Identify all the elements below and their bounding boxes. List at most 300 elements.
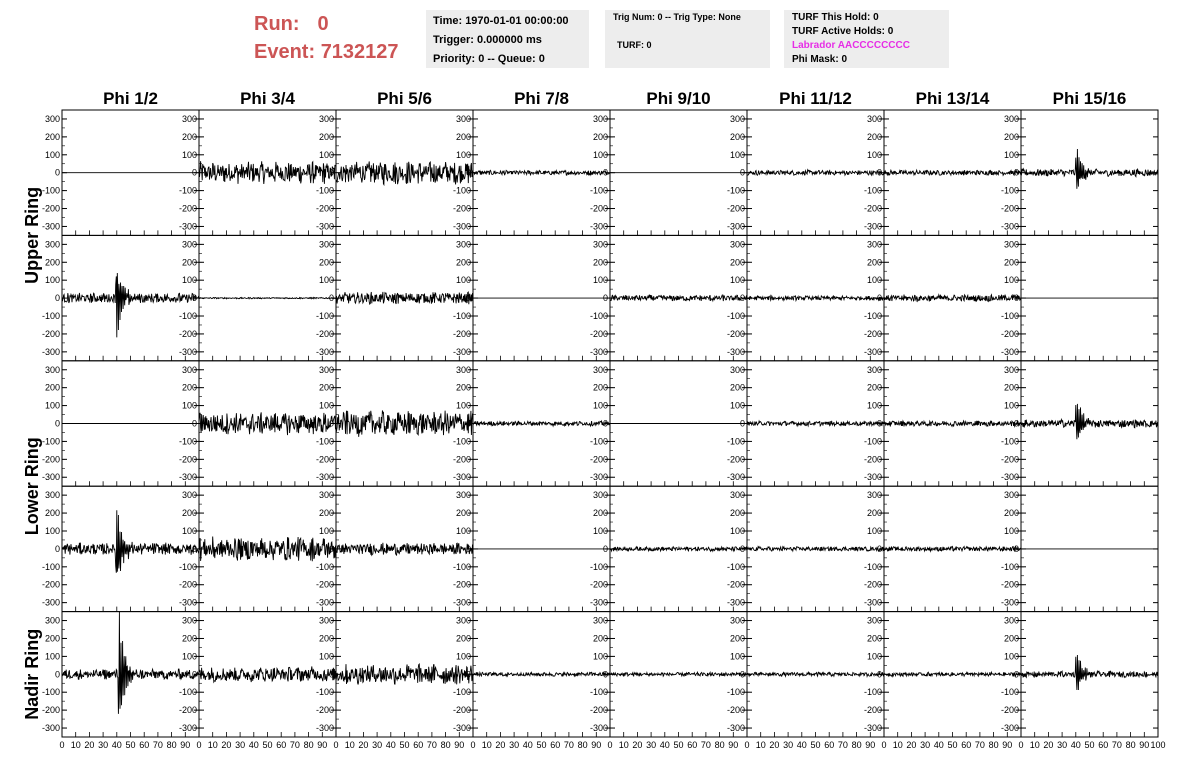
y-tick-label: 100 — [592, 149, 608, 160]
y-tick-label: 0 — [54, 418, 60, 429]
waveform-panel — [590, 235, 747, 360]
x-tick-label: 80 — [166, 740, 177, 750]
waveform-panel — [179, 110, 336, 235]
y-tick-label: 100 — [44, 525, 60, 536]
y-tick-label: 200 — [729, 382, 745, 393]
waveform-panel — [42, 361, 199, 486]
y-tick-label: -200 — [863, 705, 882, 716]
y-tick-label: 200 — [455, 131, 471, 142]
y-tick-label: -300 — [41, 723, 60, 734]
turf-active-holds-text: TURF Active Holds: 0 — [792, 26, 894, 37]
y-tick-label: 300 — [318, 239, 334, 250]
x-tick-label: 70 — [289, 740, 300, 750]
y-tick-label: 300 — [1003, 364, 1019, 375]
y-tick-label: 0 — [602, 293, 608, 304]
y-tick-label: -300 — [863, 723, 882, 734]
x-tick-label: 30 — [1057, 740, 1068, 750]
y-tick-label: 300 — [455, 615, 471, 626]
x-tick-label: 70 — [974, 740, 985, 750]
y-tick-label: -300 — [41, 472, 60, 483]
y-tick-label: -300 — [178, 723, 197, 734]
y-tick-label: 200 — [318, 382, 334, 393]
y-tick-label: -300 — [589, 346, 608, 357]
x-tick-label: 80 — [988, 740, 999, 750]
y-tick-label: -200 — [863, 328, 882, 339]
y-tick-label: -200 — [589, 705, 608, 716]
y-tick-label: 300 — [455, 239, 471, 250]
y-tick-label: 300 — [592, 490, 608, 501]
y-tick-label: -300 — [452, 723, 471, 734]
y-tick-label: 200 — [455, 257, 471, 268]
y-tick-label: 300 — [318, 113, 334, 124]
y-tick-label: 200 — [1003, 508, 1019, 519]
turf-text: TURF: 0 — [617, 40, 652, 50]
waveform-panel — [179, 612, 336, 737]
y-tick-label: 100 — [44, 275, 60, 286]
y-tick-label: 300 — [181, 364, 197, 375]
x-tick-label: 50 — [810, 740, 821, 750]
waveform-trace — [199, 412, 336, 435]
y-tick-label: 100 — [455, 149, 471, 160]
y-tick-label: -100 — [589, 185, 608, 196]
x-tick-label: 10 — [755, 740, 766, 750]
x-tick-label: 30 — [920, 740, 931, 750]
column-header: Phi 13/14 — [915, 89, 990, 108]
y-tick-label: 300 — [592, 239, 608, 250]
y-tick-label: 100 — [1003, 525, 1019, 536]
y-tick-label: 100 — [181, 275, 197, 286]
y-tick-label: -200 — [452, 203, 471, 214]
y-tick-label: 300 — [181, 615, 197, 626]
y-tick-label: 100 — [318, 400, 334, 411]
x-tick-label: 30 — [235, 740, 246, 750]
ring-label: Upper Ring — [22, 186, 42, 284]
x-tick-label: 10 — [344, 740, 355, 750]
column-header: Phi 1/2 — [103, 89, 158, 108]
y-tick-label: 200 — [318, 131, 334, 142]
waveform-panel — [453, 486, 610, 611]
waveform-trace — [884, 418, 1021, 429]
y-tick-label: -300 — [315, 597, 334, 608]
y-tick-label: 200 — [318, 257, 334, 268]
y-tick-label: -200 — [589, 454, 608, 465]
waveform-panel — [727, 486, 884, 611]
x-tick-label: 20 — [358, 740, 369, 750]
y-tick-label: 200 — [866, 257, 882, 268]
x-tick-label: 20 — [632, 740, 643, 750]
y-tick-label: 100 — [455, 275, 471, 286]
y-tick-label: -100 — [452, 185, 471, 196]
y-tick-label: -300 — [863, 221, 882, 232]
waveform-panel — [590, 361, 747, 486]
y-tick-label: -100 — [589, 311, 608, 322]
y-tick-label: 300 — [181, 113, 197, 124]
x-tick-label: 60 — [413, 740, 424, 750]
y-tick-label: -100 — [863, 687, 882, 698]
y-tick-label: 300 — [44, 615, 60, 626]
y-tick-label: 300 — [318, 615, 334, 626]
y-tick-label: -300 — [1000, 597, 1019, 608]
turf-this-hold-text: TURF This Hold: 0 — [792, 12, 879, 23]
y-tick-label: 100 — [592, 651, 608, 662]
column-header: Phi 9/10 — [646, 89, 711, 108]
y-tick-label: 200 — [866, 633, 882, 644]
waveform-trace — [336, 161, 473, 184]
y-tick-label: 100 — [455, 651, 471, 662]
y-tick-label: 0 — [191, 543, 197, 554]
y-tick-label: -100 — [452, 311, 471, 322]
y-tick-label: 100 — [181, 400, 197, 411]
waveform-trace — [199, 298, 336, 299]
y-tick-label: 200 — [592, 633, 608, 644]
y-tick-label: 0 — [1013, 167, 1019, 178]
y-tick-label: 300 — [44, 490, 60, 501]
waveform-trace — [336, 292, 473, 304]
waveform-panel — [42, 486, 199, 611]
waveform-trace — [884, 547, 1021, 552]
x-tick-label: 40 — [933, 740, 944, 750]
waveform-panel — [1001, 361, 1158, 486]
y-tick-label: -200 — [178, 579, 197, 590]
y-tick-label: 200 — [592, 131, 608, 142]
y-tick-label: 300 — [866, 490, 882, 501]
y-tick-label: -300 — [1000, 472, 1019, 483]
y-tick-label: -300 — [589, 221, 608, 232]
y-tick-label: 200 — [729, 257, 745, 268]
y-tick-label: -100 — [178, 311, 197, 322]
waveform-trace — [473, 672, 610, 676]
waveform-trace — [884, 170, 1021, 175]
column-header: Phi 3/4 — [240, 89, 295, 108]
y-tick-label: 200 — [592, 508, 608, 519]
waveform-trace — [747, 421, 884, 426]
waveform-panel — [864, 110, 1021, 235]
y-tick-label: 0 — [54, 669, 60, 680]
waveform-trace — [1021, 404, 1158, 439]
x-tick-label: 20 — [84, 740, 95, 750]
y-tick-label: 100 — [181, 525, 197, 536]
y-tick-label: -300 — [452, 472, 471, 483]
y-tick-label: -300 — [863, 346, 882, 357]
column-header: Phi 15/16 — [1052, 89, 1127, 108]
y-tick-label: 0 — [739, 543, 745, 554]
y-tick-label: -100 — [726, 311, 745, 322]
x-tick-label: 0 — [607, 740, 613, 750]
y-tick-label: 200 — [1003, 633, 1019, 644]
y-tick-label: -200 — [452, 579, 471, 590]
y-tick-label: 100 — [866, 400, 882, 411]
y-tick-label: 200 — [1003, 131, 1019, 142]
waveform-panel — [727, 612, 884, 737]
y-tick-label: -100 — [178, 687, 197, 698]
waveform-panel — [727, 110, 884, 235]
y-tick-label: -300 — [589, 723, 608, 734]
y-tick-label: -300 — [178, 472, 197, 483]
y-tick-label: 0 — [876, 418, 882, 429]
y-tick-label: 300 — [181, 490, 197, 501]
x-tick-label: 20 — [906, 740, 917, 750]
waveform-panel — [727, 361, 884, 486]
x-tick-label: 40 — [796, 740, 807, 750]
y-tick-label: -300 — [589, 472, 608, 483]
y-tick-label: -200 — [178, 203, 197, 214]
y-tick-label: 200 — [1003, 382, 1019, 393]
waveform-panel — [42, 612, 199, 737]
labrador-text: Labrador AACCCCCCCC — [792, 40, 910, 51]
y-tick-label: -300 — [1000, 346, 1019, 357]
y-tick-label: 200 — [455, 508, 471, 519]
y-tick-label: 300 — [592, 615, 608, 626]
y-tick-label: 300 — [592, 364, 608, 375]
y-tick-label: 0 — [191, 167, 197, 178]
y-tick-label: 100 — [318, 275, 334, 286]
x-tick-label: 0 — [333, 740, 339, 750]
waveform-panel — [864, 361, 1021, 486]
y-tick-label: 0 — [328, 543, 334, 554]
y-tick-label: 200 — [181, 382, 197, 393]
y-tick-label: -200 — [178, 454, 197, 465]
y-tick-label: 300 — [866, 239, 882, 250]
x-tick-label: 50 — [262, 740, 273, 750]
ring-label: Lower Ring — [22, 437, 42, 536]
x-tick-label: 10 — [207, 740, 218, 750]
y-tick-label: -100 — [452, 687, 471, 698]
y-tick-label: 0 — [876, 293, 882, 304]
y-tick-label: -100 — [589, 687, 608, 698]
y-tick-label: -100 — [315, 311, 334, 322]
y-tick-label: 300 — [866, 364, 882, 375]
y-tick-label: 300 — [1003, 113, 1019, 124]
y-tick-label: 100 — [729, 525, 745, 536]
y-tick-label: -200 — [589, 579, 608, 590]
y-tick-label: -100 — [178, 436, 197, 447]
waveform-trace — [199, 666, 336, 682]
y-tick-label: 0 — [602, 167, 608, 178]
y-tick-label: 100 — [44, 400, 60, 411]
y-tick-label: 200 — [44, 131, 60, 142]
x-tick-label: 40 — [659, 740, 670, 750]
y-tick-label: 100 — [592, 400, 608, 411]
y-tick-label: 200 — [318, 633, 334, 644]
x-tick-label: 80 — [1125, 740, 1136, 750]
y-tick-label: 100 — [729, 651, 745, 662]
x-tick-label: 50 — [1084, 740, 1095, 750]
y-tick-label: -100 — [41, 561, 60, 572]
waveform-trace — [62, 273, 199, 337]
x-tick-label: 40 — [522, 740, 533, 750]
x-tick-label: 70 — [152, 740, 163, 750]
y-tick-label: -300 — [452, 597, 471, 608]
phi-mask-text: Phi Mask: 0 — [792, 54, 848, 65]
y-tick-label: -100 — [863, 311, 882, 322]
y-tick-label: 300 — [866, 615, 882, 626]
y-tick-label: 100 — [44, 149, 60, 160]
y-tick-label: 200 — [592, 257, 608, 268]
y-tick-label: 0 — [191, 418, 197, 429]
y-tick-label: -100 — [1000, 185, 1019, 196]
y-tick-label: 100 — [181, 651, 197, 662]
column-header: Phi 7/8 — [514, 89, 569, 108]
y-tick-label: 0 — [328, 418, 334, 429]
x-tick-label: 30 — [509, 740, 520, 750]
waveform-panel — [42, 235, 199, 360]
x-tick-label: 90 — [180, 740, 191, 750]
y-tick-label: 100 — [729, 400, 745, 411]
waveform-panel — [179, 361, 336, 486]
waveform-panel — [179, 235, 336, 360]
y-tick-label: -200 — [863, 454, 882, 465]
waveform-panel — [864, 612, 1021, 737]
waveform-panel — [42, 110, 199, 235]
y-tick-label: 200 — [44, 257, 60, 268]
waveform-panel — [453, 612, 610, 737]
y-tick-label: -300 — [863, 472, 882, 483]
x-tick-label: 60 — [550, 740, 561, 750]
x-tick-label: 80 — [851, 740, 862, 750]
x-tick-label: 40 — [248, 740, 259, 750]
y-tick-label: 300 — [181, 239, 197, 250]
y-tick-label: -100 — [178, 561, 197, 572]
y-tick-label: 100 — [318, 651, 334, 662]
x-tick-label: 60 — [687, 740, 698, 750]
x-tick-label: 30 — [783, 740, 794, 750]
y-tick-label: -100 — [41, 436, 60, 447]
y-tick-label: 0 — [465, 543, 471, 554]
y-tick-label: -300 — [41, 221, 60, 232]
y-tick-label: 300 — [455, 364, 471, 375]
x-tick-label: 0 — [881, 740, 887, 750]
y-tick-label: -200 — [863, 579, 882, 590]
waveform-panel — [1001, 486, 1158, 611]
x-tick-label: 90 — [728, 740, 739, 750]
y-tick-label: 300 — [729, 239, 745, 250]
x-tick-label: 20 — [1043, 740, 1054, 750]
y-tick-label: 200 — [181, 508, 197, 519]
x-tick-label: 20 — [769, 740, 780, 750]
x-tick-label: 90 — [317, 740, 328, 750]
y-tick-label: 200 — [181, 131, 197, 142]
y-tick-label: 100 — [592, 525, 608, 536]
y-tick-label: -200 — [726, 579, 745, 590]
waveform-trace — [473, 421, 610, 426]
x-tick-label: 0 — [59, 740, 65, 750]
x-tick-label: 50 — [673, 740, 684, 750]
priority-text: Priority: 0 -- Queue: 0 — [433, 53, 545, 65]
y-tick-label: 100 — [1003, 400, 1019, 411]
y-tick-label: 0 — [739, 669, 745, 680]
y-tick-label: 300 — [44, 364, 60, 375]
y-tick-label: -100 — [863, 561, 882, 572]
y-tick-label: 0 — [602, 543, 608, 554]
y-tick-label: -200 — [589, 203, 608, 214]
y-tick-label: 300 — [455, 490, 471, 501]
x-tick-label: 60 — [1098, 740, 1109, 750]
waveform-trace — [1021, 149, 1158, 189]
y-tick-label: 200 — [866, 382, 882, 393]
waveform-panel — [590, 110, 747, 235]
trig-num-text: Trig Num: 0 -- Trig Type: None — [613, 12, 741, 22]
y-tick-label: 0 — [54, 293, 60, 304]
x-tick-label: 30 — [646, 740, 657, 750]
x-tick-label: 20 — [221, 740, 232, 750]
x-tick-label: 40 — [1070, 740, 1081, 750]
y-tick-label: 100 — [729, 275, 745, 286]
y-tick-label: -100 — [315, 185, 334, 196]
x-tick-label: 90 — [1139, 740, 1150, 750]
waveform-trace — [336, 410, 473, 437]
y-tick-label: 200 — [455, 633, 471, 644]
y-tick-label: 200 — [729, 633, 745, 644]
y-tick-label: -100 — [1000, 436, 1019, 447]
waveform-panel — [453, 110, 610, 235]
y-tick-label: 0 — [465, 669, 471, 680]
y-tick-label: -200 — [1000, 454, 1019, 465]
y-tick-label: 300 — [729, 615, 745, 626]
x-tick-label: 10 — [481, 740, 492, 750]
x-tick-label: 40 — [111, 740, 122, 750]
x-tick-label: 50 — [125, 740, 136, 750]
x-tick-label: 50 — [947, 740, 958, 750]
y-tick-label: -300 — [315, 723, 334, 734]
x-tick-label: 0 — [1018, 740, 1024, 750]
y-tick-label: -100 — [452, 561, 471, 572]
ring-label: Nadir Ring — [22, 628, 42, 720]
y-tick-label: 200 — [866, 508, 882, 519]
x-tick-label: 70 — [837, 740, 848, 750]
y-tick-label: 0 — [1013, 293, 1019, 304]
trigger-text: Trigger: 0.000000 ms — [433, 34, 542, 46]
y-tick-label: -300 — [315, 472, 334, 483]
y-tick-label: 300 — [1003, 239, 1019, 250]
waveform-panel — [316, 110, 473, 235]
y-tick-label: -100 — [726, 561, 745, 572]
y-tick-label: 0 — [739, 167, 745, 178]
y-tick-label: -200 — [1000, 328, 1019, 339]
y-tick-label: 0 — [602, 669, 608, 680]
y-tick-label: 100 — [866, 149, 882, 160]
y-tick-label: 100 — [866, 275, 882, 286]
waveform-trace — [473, 170, 610, 175]
y-tick-label: 0 — [1013, 669, 1019, 680]
y-tick-label: -200 — [726, 454, 745, 465]
y-tick-label: -200 — [726, 705, 745, 716]
x-tick-label: 10 — [892, 740, 903, 750]
y-tick-label: 0 — [876, 669, 882, 680]
y-tick-label: 300 — [455, 113, 471, 124]
x-tick-label: 60 — [139, 740, 150, 750]
y-tick-label: 100 — [455, 400, 471, 411]
waveform-panel — [727, 235, 884, 360]
waveform-trace — [747, 547, 884, 551]
x-tick-label: 0 — [196, 740, 202, 750]
y-tick-label: 300 — [318, 364, 334, 375]
x-tick-label: 60 — [961, 740, 972, 750]
x-tick-label: 50 — [536, 740, 547, 750]
column-header: Phi 11/12 — [779, 89, 852, 108]
y-tick-label: 300 — [729, 113, 745, 124]
y-tick-label: 0 — [602, 418, 608, 429]
y-tick-label: -100 — [1000, 561, 1019, 572]
x-tick-label: 80 — [440, 740, 451, 750]
waveform-trace — [747, 672, 884, 676]
y-tick-label: 200 — [1003, 257, 1019, 268]
y-tick-label: -300 — [315, 221, 334, 232]
y-tick-label: -300 — [41, 346, 60, 357]
waveform-trace — [610, 672, 747, 676]
run-label: Run: — [254, 13, 300, 35]
y-tick-label: 0 — [739, 293, 745, 304]
x-tick-label: 100 — [1150, 740, 1166, 750]
